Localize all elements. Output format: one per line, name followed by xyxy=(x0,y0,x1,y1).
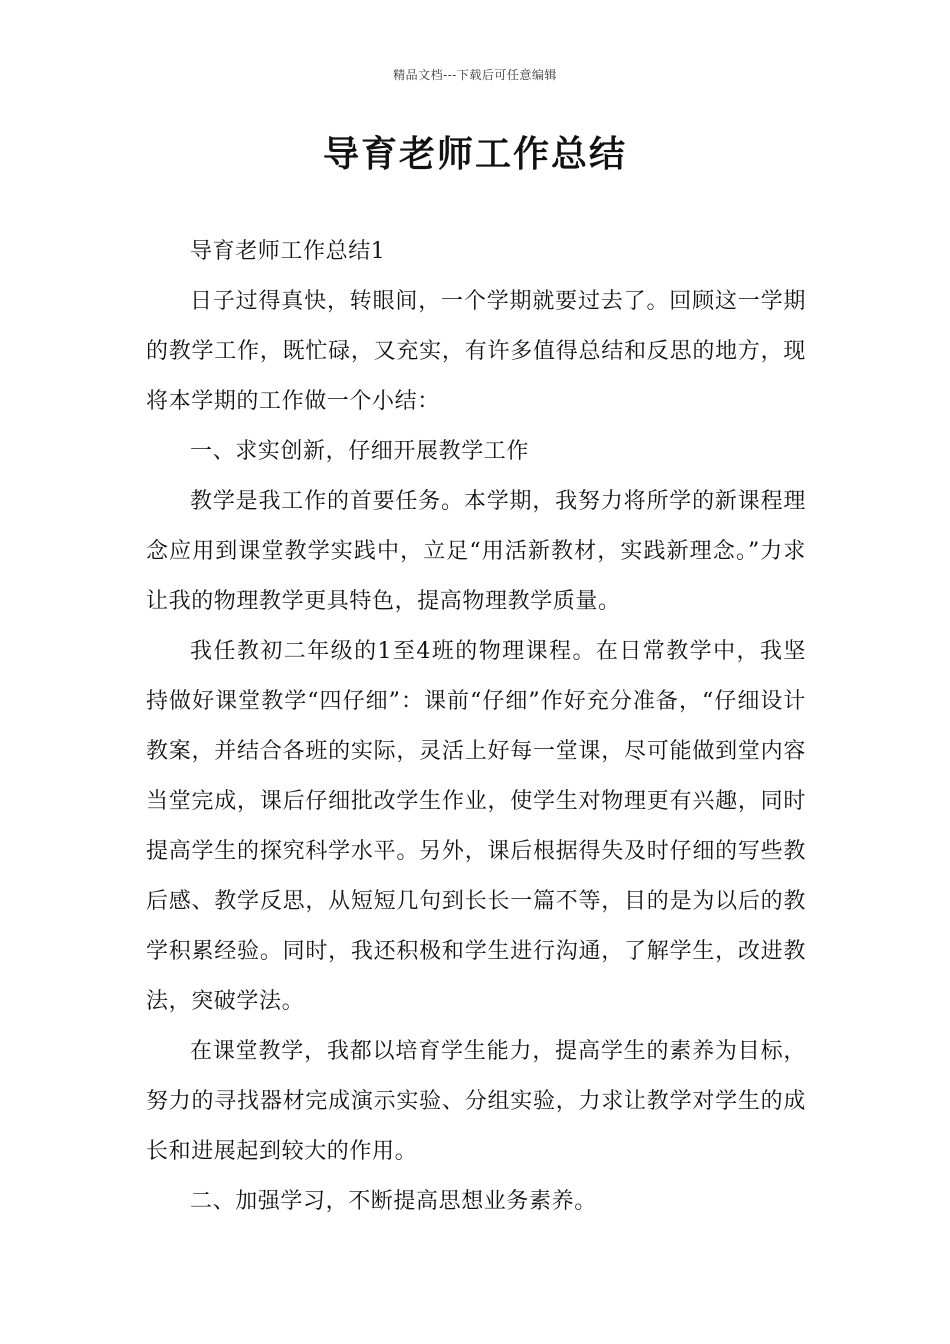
body-paragraph: 我任教初二年级的1至4班的物理课程。在日常教学中，我坚持做好课堂教学“四仔细”：课前“仔细”作好充分准备，“仔细设计教案，并结合各班的实际，灵活上好每一堂课，尽可能做到堂内容当堂完成，课后仔细批改学生作业，使学生对物理更有兴趣，同时提高学生的探究科学水平。另外，课后根据得失及时仔细的写些教后感、教学反思，从短短几句到长长一篇不等，目的是为以后的教学积累经验。同时，我还积极和学生进行沟通，了解学生，改进教法，突破学法。 xyxy=(146,639,806,1014)
subheading-1: 一、求实创新，仔细开展教学工作 xyxy=(190,439,530,464)
body-paragraph: 教学是我工作的首要任务。本学期，我努力将所学的新课程理念应用到课堂教学实践中，立足“用活新教材，实践新理念。”力求让我的物理教学更具特色，提高物理教学质量。 xyxy=(146,489,806,614)
section-heading-1: 导育老师工作总结1 xyxy=(190,239,386,264)
document-body xyxy=(146,227,806,1227)
document-title: 导育老师工作总结 xyxy=(322,134,627,175)
body-paragraph: 在课堂教学，我都以培育学生能力，提高学生的素养为目标，努力的寻找器材完成演示实验、分组实验，力求让教学对学生的成长和进展起到较大的作用。 xyxy=(146,1039,806,1164)
subheading-2: 二、加强学习，不断提高思想业务素养。 xyxy=(190,1189,597,1214)
header-note: 精品文档---下载后可任意编辑 xyxy=(393,68,557,82)
intro-paragraph: 日子过得真快，转眼间，一个学期就要过去了。回顾这一学期的教学工作，既忙碌，又充实，有许多值得总结和反思的地方，现将本学期的工作做一个小结： xyxy=(146,289,806,414)
